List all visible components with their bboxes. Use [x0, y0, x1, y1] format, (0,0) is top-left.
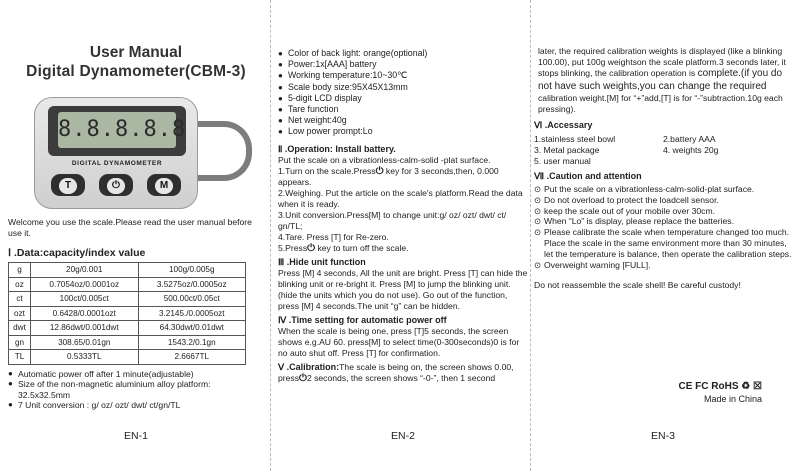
table-cell: 2.6667TL — [138, 350, 246, 365]
table-cell: oz — [9, 277, 31, 292]
section-3-heading: Ⅲ .Hide unit function — [278, 256, 366, 267]
list-item: ⊙ When “Lo” is display, please replace the batteries. — [534, 216, 792, 227]
section-1-heading: Ⅰ .Data:capacity/index value — [8, 247, 146, 259]
list-item — [663, 156, 792, 167]
page-number: EN-2 — [391, 430, 415, 442]
list-item: 1.stainless steel bowl — [534, 134, 616, 144]
table-row — [9, 292, 246, 307]
list-item: ● Power:1x[AAA] battery — [278, 59, 528, 70]
power-icon: ⏻ — [299, 372, 307, 384]
list-item: ● Size of the non-magnetic aluminium alloy platform: 32.5x32.5mm — [8, 379, 264, 400]
section-7-heading: Ⅶ .Caution and attention — [534, 171, 642, 181]
section-5-heading: Ⅴ .Calibration: — [278, 361, 340, 372]
auto-off-text: When the scale is being one, press [T]5 seconds, the screen shows e.g.AU 60. press[M] to select time(0-300seconds)0 is for no auto shut off. Press [T] for confirmation. — [278, 325, 520, 358]
table-cell: TL — [9, 350, 31, 365]
reassemble-warning: Do not reassemble the scale shell! Be careful custody! — [534, 280, 741, 291]
page-divider-2 — [530, 0, 531, 471]
table-cell: 100ct/0.005ct — [31, 292, 139, 307]
list-item: ● 5-digit LCD display — [278, 93, 528, 104]
table-cell: g — [9, 263, 31, 278]
table-cell: 3.5275oz/0.0005oz — [138, 277, 246, 292]
table-cell: 100g/0.005g — [138, 263, 246, 278]
page-number: EN-1 — [124, 430, 148, 442]
list-item: ● Color of back light: orange(optional) — [278, 48, 528, 59]
table-cell: 3.2145./0.0005ozt — [138, 306, 246, 321]
operation-intro: Put the scale on a vibrationless-calm-solid -plat surface. — [278, 154, 491, 165]
table-row — [9, 350, 246, 365]
table-row — [9, 335, 246, 350]
table-cell: 0.7054oz/0.0001oz — [31, 277, 139, 292]
list-item: ● Tare function — [278, 104, 528, 115]
table-cell: gn — [9, 335, 31, 350]
list-item: ⊙ Put the scale on a vibrationless-calm-solid-plat surface. — [534, 184, 792, 195]
page-divider-1 — [270, 0, 271, 471]
device-mode-button: M — [147, 174, 181, 196]
page1-bullets — [8, 369, 264, 411]
made-in-text: Made in China — [703, 394, 762, 404]
page-en-2 — [278, 8, 528, 460]
list-item: 2.battery AAA — [663, 134, 716, 144]
list-item: 3. Metal package — [534, 145, 600, 155]
hide-unit-text: Press [M] 4 seconds, All the unit are bright. Press [T] can hide the blinking unit or re-bright it. Press [M] to jump the blinking unit.(hide the units which you do not use). Go out of the function, press [M] 4 seconds.The unit “g” can be hidden. — [278, 267, 528, 311]
welcome-text: Welcome you use the scale.Please read the user manual before use it. — [8, 217, 252, 238]
list-item: ⊙ keep the scale out of your mobile over 30cm. — [534, 206, 792, 217]
device-hook-ring — [194, 121, 252, 181]
list-item: ● Net weight:40g — [278, 115, 528, 126]
operation-step-2: 2.Weighing. Put the article on the scale's platform.Read the data when it is ready. — [278, 187, 523, 209]
device-label: DIGITAL DYNAMOMETER — [71, 160, 163, 167]
table-cell: 0.5333TL — [31, 350, 139, 365]
list-item: ⊙ Overweight warning [FULL]. — [534, 260, 792, 271]
table-cell: 308.65/0.01gn — [31, 335, 139, 350]
power-icon: ⏻ — [375, 165, 384, 177]
table-row — [9, 321, 246, 336]
table-cell: ct — [9, 292, 31, 307]
table-cell: 12.86dwt/0.001dwt — [31, 321, 139, 336]
page-en-1 — [8, 8, 264, 460]
table-cell: 500.00ct/0.05ct — [138, 292, 246, 307]
page-number: EN-3 — [651, 430, 675, 442]
table-cell: dwt — [9, 321, 31, 336]
list-item: ● Working temperature:10~30℃ — [278, 70, 528, 81]
manual-title: User Manual — [89, 44, 183, 61]
list-item: ● 7 Unit conversion : g/ oz/ ozt/ dwt/ ct/gn/TL — [8, 400, 264, 411]
list-item: 5. user manual — [534, 156, 591, 166]
list-item: ⊙ Do not overload to protect the loadcell sensor. — [534, 195, 792, 206]
power-icon: ⏻ — [107, 178, 125, 194]
list-item: ● Scale body size:95X45X13mm — [278, 82, 528, 93]
certification-marks: CE FC RoHS ♻ ☒ — [678, 381, 762, 392]
power-icon: ⏻ — [307, 242, 316, 254]
caution-list — [534, 184, 792, 270]
operation-step-4: 4.Tare. Press [T] for Re-zero. — [278, 231, 389, 242]
lcd-frame — [48, 106, 186, 156]
product-title: Digital Dynamometer(CBM-3) — [26, 63, 246, 80]
table-row — [9, 306, 246, 321]
table-row — [9, 277, 246, 292]
table-cell: ozt — [9, 306, 31, 321]
table-row — [9, 263, 246, 278]
page-en-3 — [534, 8, 792, 460]
list-item: 4. weights 20g — [663, 145, 719, 155]
section-6-heading: Ⅵ .Accessary — [534, 120, 593, 130]
capacity-table — [8, 262, 246, 365]
device-tare-button: T — [51, 174, 85, 196]
operation-step-5: 5.Press⏻ key to turn off the scale. — [278, 242, 409, 254]
table-cell: 1543.2/0.1gn — [138, 335, 246, 350]
table-cell: 64.30dwt/0.01dwt — [138, 321, 246, 336]
list-item: ⊙ Please calibrate the scale when temperature changed too much. Place the scale in the same environment more than 30 minutes, let the temperature is balance, then operate the calibration steps. — [534, 227, 792, 259]
operation-step-1: 1.Turn on the scale.Press⏻ key for 3 seconds,then, 0.000 appears. — [278, 165, 499, 187]
calibration-continued: later, the required calibration weights is displayed (like a blinking 100.00), put 100g weightson the scale platform.3 seconds later, it stops blinking, the calibration operation is complete.(if you do not have such weights,you can change the required calibration weight.[M] for “+”add,[T] is for “-”subtraction.10g each pressing). — [538, 46, 786, 114]
device-power-button — [99, 174, 133, 196]
calibration-text: Ⅴ .Calibration:The scale is being on, the screen shows 0.00, press⏻2 seconds, the screen shows “-0-”, then 1 second — [278, 361, 514, 384]
section-4-heading: Ⅳ .Time setting for automatic power off — [278, 314, 447, 325]
list-item: ● Automatic power off after 1 minute(adjustable) — [8, 369, 264, 380]
lcd-display: 8.8.8.8.8 — [58, 112, 176, 148]
device-illustration — [18, 91, 254, 211]
list-item: ● Low power prompt:Lo — [278, 126, 528, 137]
accessory-list — [534, 134, 792, 167]
section-2-heading: Ⅱ .Operation: Install battery. — [278, 143, 396, 154]
device-body — [34, 97, 198, 209]
table-cell: 0.6428/0.0001ozt — [31, 306, 139, 321]
spec-bullets — [278, 48, 528, 138]
operation-step-3: 3.Unit conversion.Press[M] to change unit:g/ oz/ ozt/ dwt/ ct/ gn/TL; — [278, 209, 507, 231]
table-cell: 20g/0.001 — [31, 263, 139, 278]
